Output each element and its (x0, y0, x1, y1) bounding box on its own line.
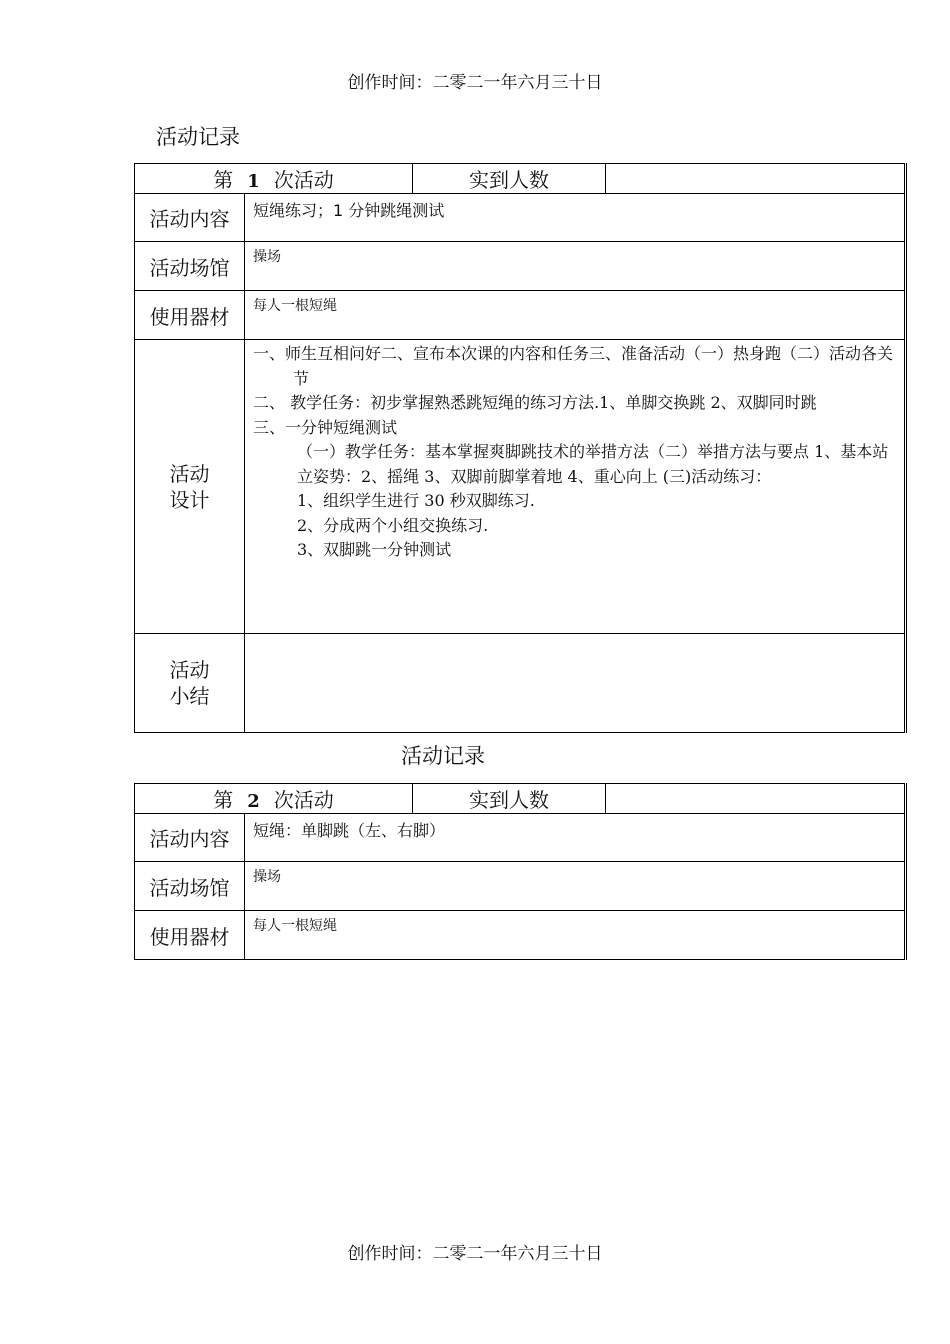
session-number-cell (135, 784, 413, 814)
summary-label (135, 634, 245, 733)
design-line-1: 一、师生互相问好二、宣布本次课的内容和任务三、准备活动（一）热身跑（二）活动各关节 (253, 344, 894, 388)
design-line-6: 2、分成两个小组交换练习. (297, 515, 489, 535)
design-label (135, 340, 245, 634)
content-value: 短绳练习；1 分钟跳绳测试 (245, 194, 906, 242)
content-label: 活动内容 (135, 194, 245, 242)
design-content (245, 340, 906, 634)
attendance-value (606, 164, 906, 194)
session-suffix: 次活动 (273, 788, 334, 812)
summary-value (245, 634, 906, 733)
equipment-label: 使用器材 (135, 291, 245, 340)
page-header: 创作时间：二零二一年六月三十日 (347, 73, 603, 93)
session-number-cell (135, 164, 413, 194)
design-line-4: （一）教学任务：基本掌握爽脚跳技术的举措方法（二）举措方法与要点 1、基本站立姿势：2、摇绳 3、双脚前脚掌着地 4、重心向上 (三)活动练习： (297, 442, 889, 486)
design-line-5: 1、组织学生进行 30 秒双脚练习. (297, 491, 535, 510)
content-label: 活动内容 (135, 814, 245, 862)
design-line-3: 三、一分钟短绳测试 (253, 417, 398, 437)
attendance-label: 实到人数 (413, 784, 606, 814)
session-number: 2 (247, 791, 260, 812)
page-footer: 创作时间：二零二一年六月三十日 (347, 1244, 603, 1264)
design-line-7: 3、双脚跳一分钟测试 (297, 540, 452, 559)
session-prefix: 第 (213, 788, 234, 812)
equipment-value: 每人一根短绳 (245, 911, 906, 960)
record-title: 活动记录 (156, 125, 240, 149)
summary-label-line1: 活动 (169, 658, 210, 682)
design-label-line2: 设计 (169, 487, 210, 512)
session-number: 1 (247, 171, 260, 192)
design-line-2: 二、 教学任务：初步掌握熟悉跳短绳的练习方法.1、单脚交换跳 2、双脚同时跳 (253, 393, 817, 412)
venue-label: 活动场馆 (135, 862, 245, 911)
venue-value: 操场 (245, 242, 906, 291)
design-label-line1: 活动 (169, 461, 210, 486)
venue-label: 活动场馆 (135, 242, 245, 291)
equipment-label: 使用器材 (135, 911, 245, 960)
venue-value: 操场 (245, 862, 906, 911)
session-suffix: 次活动 (273, 168, 334, 192)
activity-record-table (134, 163, 907, 733)
attendance-label: 实到人数 (413, 164, 606, 194)
attendance-value (606, 784, 906, 814)
content-value: 短绳：单脚跳（左、右脚） (245, 814, 906, 862)
activity-record-table (134, 783, 907, 960)
equipment-value: 每人一根短绳 (245, 291, 906, 340)
record-title: 活动记录 (401, 744, 485, 768)
session-prefix: 第 (213, 168, 234, 192)
summary-label-line2: 小结 (169, 684, 210, 708)
